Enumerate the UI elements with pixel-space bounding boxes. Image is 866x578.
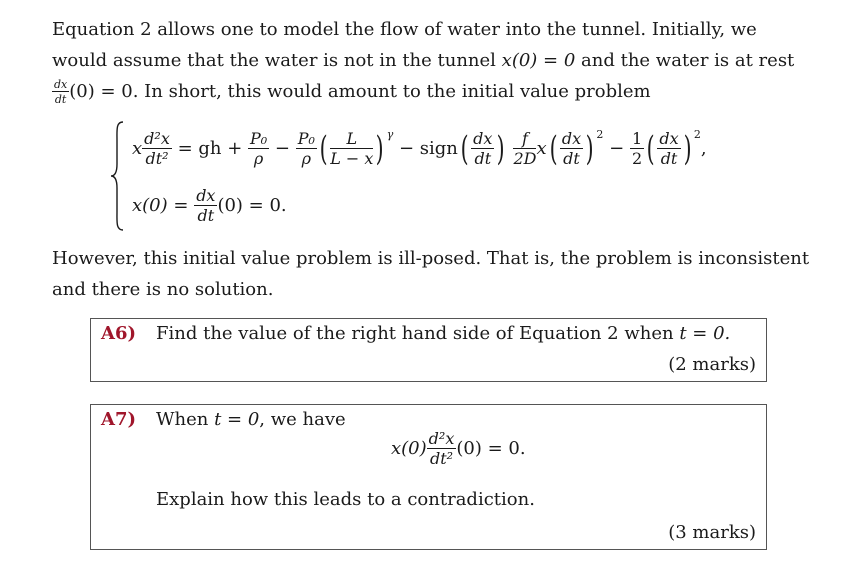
question-a6-label: A6) xyxy=(101,323,137,344)
velocity-fraction: $\frac{dx}{dt}$ xyxy=(54,78,68,106)
initial-conditions-equation: x(0) = $\frac{dx}{dt}$ (0) = 0. xyxy=(132,186,287,225)
initial-value-problem xyxy=(110,120,790,230)
left-brace-icon xyxy=(110,120,124,232)
intro-text-3: In short, this would amount to the initial value problem xyxy=(138,81,651,102)
ill-posed-paragraph: However, this initial value problem is ill-posed. That is, the problem is inconsistent and there is no solution. xyxy=(52,248,810,300)
intro-text-1: Equation 2 allows one to model the flow of water into the tunnel. Initially, we would assume that the water is not in the tunnel xyxy=(52,19,757,71)
question-a7-text: When t = 0, we have xyxy=(156,409,346,430)
question-a6-text: Find the value of the right hand side of Equation 2 when t = 0. xyxy=(156,323,731,344)
intro-text-2: and the water is at rest xyxy=(575,50,795,71)
ode-equation: x $\frac{\text{d²x}}{\text{dt²}}$ = gh + $\frac{\text{P₀}}{\rho}$ − $\frac{\text{P₀}}{\rho}$ ( $\frac{L}{L - x}$ ) $^\gamma$ − sign( $\frac{dx}{dt}$ ) $\frac{f}{2D}$ x( $\frac{dx}{dt}$ ) $^2$ − $\frac{1}{2}$ ( $\frac{dx}{dt}$ ) $^2$, xyxy=(132,128,707,169)
intro-paragraph xyxy=(52,14,812,107)
question-a7-box xyxy=(90,404,767,550)
question-a6-box xyxy=(90,318,767,382)
question-a7-marks: (3 marks) xyxy=(668,522,756,543)
question-a7-explain: Explain how this leads to a contradiction. xyxy=(156,489,535,510)
question-a6-marks: (2 marks) xyxy=(668,354,756,375)
question-a7-equation: x(0) $\frac{\text{d²x}}{\text{dt²}}$ (0) = 0. xyxy=(391,429,526,468)
initial-position-condition: x(0) = 0 xyxy=(501,50,576,71)
question-a7-label: A7) xyxy=(101,409,137,430)
velocity-condition-tail: (0) = 0. xyxy=(69,81,139,102)
